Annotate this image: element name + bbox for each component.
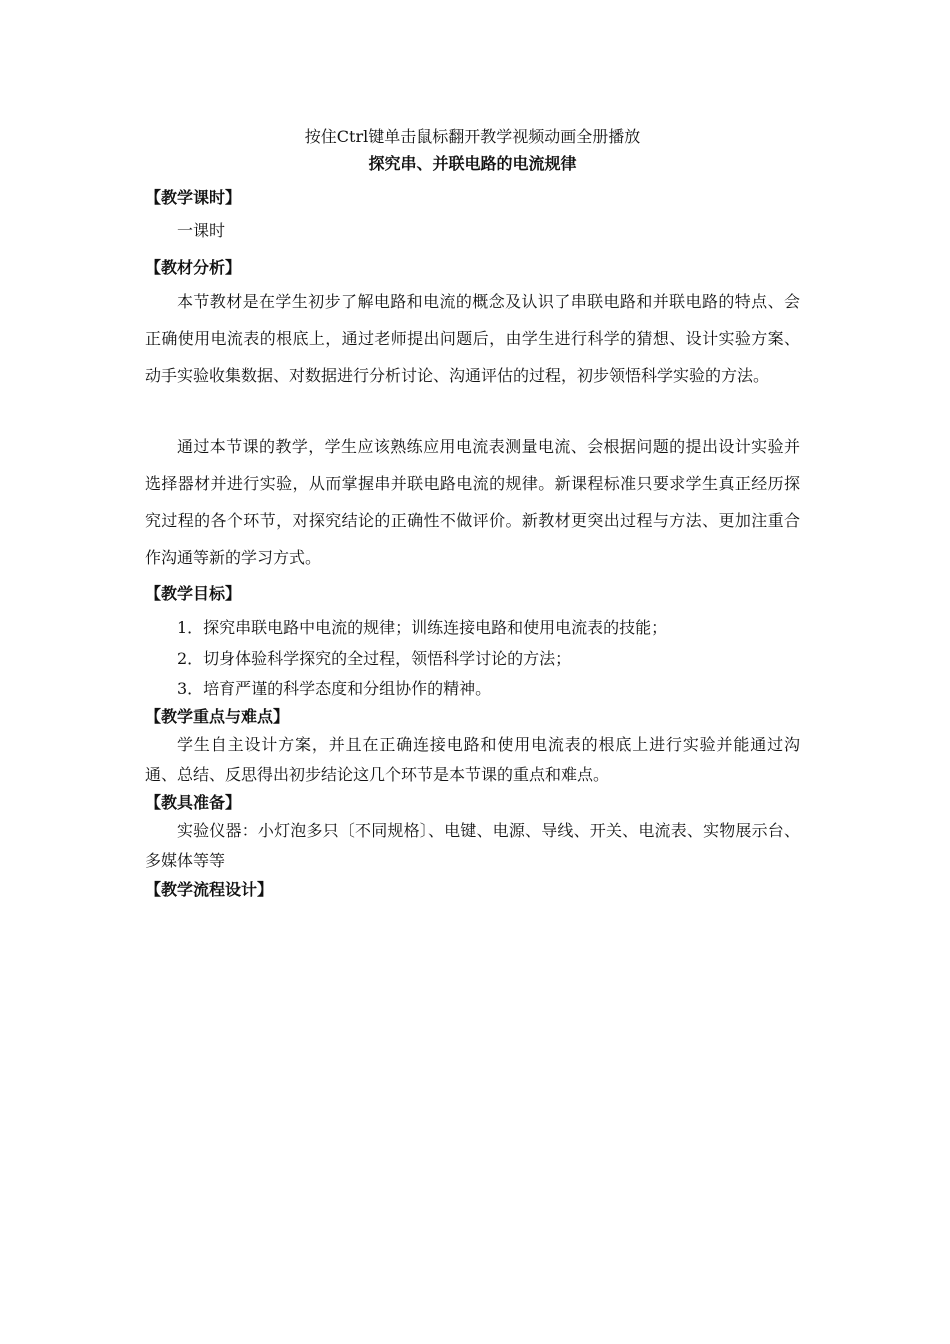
section-heading-objectives: 【教学目标】	[145, 584, 242, 603]
objective-item-2: 2．切身体验科学探究的全过程，领悟科学讨论的方法；	[177, 649, 572, 668]
document-title: 探究串、并联电路的电流规律	[368, 154, 577, 173]
objective-item-1: 1．探究串联电路中电流的规律；训练连接电路和使用电流表的技能；	[177, 618, 668, 637]
analysis-paragraph-1: 本节教材是在学生初步了解电路和电流的概念及认识了串联电路和并联电路的特点、会正确使用电流表的根底上，通过老师提出问题后，由学生进行科学的猜想、设计实验方案、动手实验收集数据、对数据进行分析讨论、沟通评估的过程，初步领悟科学实验的方法。	[145, 292, 800, 385]
section-heading-analysis: 【教材分析】	[145, 258, 242, 277]
section-heading-flow: 【教学流程设计】	[145, 880, 274, 899]
video-playback-link[interactable]: 按住Ctrl键单击鼠标翻开教学视频动画全册播放	[304, 127, 641, 146]
class-hours-text: 一课时	[177, 221, 226, 240]
objective-item-3: 3．培育严谨的科学态度和分组协作的精神。	[177, 679, 492, 698]
section-heading-materials: 【教具准备】	[145, 793, 242, 812]
section-heading-key-points: 【教学重点与难点】	[145, 707, 290, 726]
key-points-text: 学生自主设计方案，并且在正确连接电路和使用电流表的根底上进行实验并能通过沟通、总结、反思得出初步结论这几个环节是本节课的重点和难点。	[145, 735, 800, 784]
materials-text: 实验仪器：小灯泡多只〔不同规格〕、电键、电源、导线、开关、电流表、实物展示台、多媒体等等	[145, 821, 800, 870]
analysis-paragraph-2: 通过本节课的教学，学生应该熟练应用电流表测量电流、会根据问题的提出设计实验并选择器材并进行实验，从而掌握串并联电路电流的规律。新课程标准只要求学生真正经历探究过程的各个环节，对探究结论的正确性不做评价。新教材更突出过程与方法、更加注重合作沟通等新的学习方式。	[145, 437, 800, 567]
section-heading-class-hours: 【教学课时】	[145, 188, 242, 207]
